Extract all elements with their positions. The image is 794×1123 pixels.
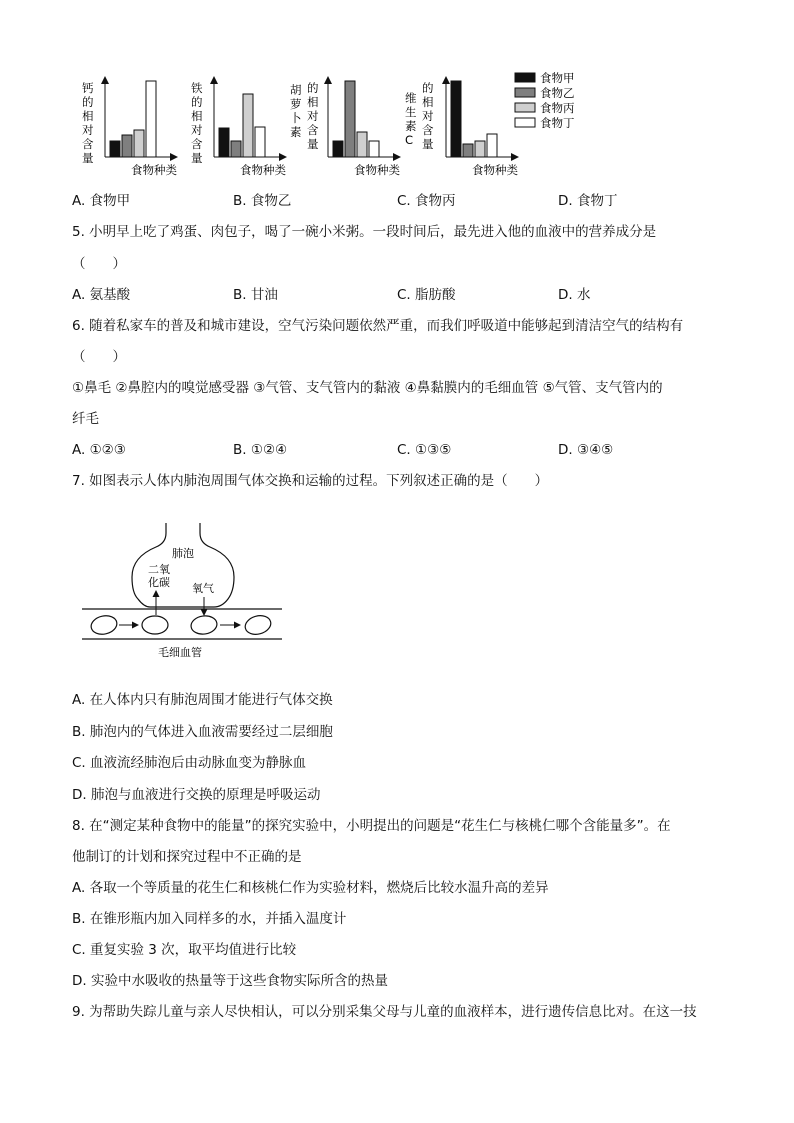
bar-食物甲 bbox=[333, 141, 343, 157]
legend-label: 食物丙 bbox=[540, 101, 575, 115]
legend-swatch bbox=[515, 103, 535, 112]
bar-食物甲 bbox=[451, 81, 461, 157]
y-axis-label-char: 的 bbox=[422, 81, 434, 95]
q4-option-c[interactable]: C. 食物丙 bbox=[397, 193, 456, 209]
y-axis-label-char: 素 bbox=[405, 119, 417, 133]
q5-stem: 5. 小明早上吃了鸡蛋、肉包子，喝了一碗小米粥。一段时间后，最先进入他的血液中的营养成分是 bbox=[72, 224, 657, 240]
q8-option-b[interactable]: B. 在锥形瓶内加入同样多的水，并插入温度计 bbox=[72, 911, 347, 927]
bar-食物丁 bbox=[255, 127, 265, 157]
legend-label: 食物乙 bbox=[540, 86, 575, 100]
label-co2-line1: 二氧 bbox=[148, 563, 170, 576]
nutrient-bar-charts bbox=[0, 0, 794, 185]
chart-legend bbox=[515, 71, 575, 130]
q5-option-c[interactable]: C. 脂肪酸 bbox=[397, 287, 456, 303]
bar-食物甲 bbox=[219, 128, 229, 157]
y-axis-label-char: 含 bbox=[422, 123, 434, 137]
legend-label: 食物丁 bbox=[540, 116, 575, 130]
legend-swatch bbox=[515, 73, 535, 82]
bar-chart-4 bbox=[405, 77, 518, 177]
red-blood-cell bbox=[142, 616, 168, 634]
y-axis-label-char: 量 bbox=[82, 151, 94, 165]
y-axis-label-char: 维 bbox=[405, 91, 417, 105]
q9-stem: 9. 为帮助失踪儿童与亲人尽快相认，可以分别采集父母与儿童的血液样本，进行遗传信息比对。在这一技 bbox=[72, 1004, 697, 1020]
y-axis-label-char: 卜 bbox=[290, 111, 302, 125]
legend-swatch bbox=[515, 88, 535, 97]
alveolus-gas-exchange-diagram bbox=[80, 515, 300, 665]
q6-answer-paren: （ ） bbox=[72, 349, 126, 365]
q7-option-d[interactable]: D. 肺泡与血液进行交换的原理是呼吸运动 bbox=[72, 787, 321, 803]
bar-食物甲 bbox=[110, 141, 120, 157]
y-axis-label-char: 相 bbox=[191, 109, 203, 123]
y-axis-label-char: 的 bbox=[191, 95, 203, 109]
y-axis-label-char: 铁 bbox=[191, 81, 203, 95]
bar-chart-2 bbox=[191, 77, 286, 177]
y-axis-label-char: 量 bbox=[191, 151, 203, 165]
y-axis-label-char: 萝 bbox=[290, 97, 302, 111]
y-axis-label-char: C bbox=[405, 133, 414, 147]
q8-option-c[interactable]: C. 重复实验 3 次，取平均值进行比较 bbox=[72, 942, 297, 958]
q7-option-c[interactable]: C. 血液流经肺泡后由动脉血变为静脉血 bbox=[72, 755, 307, 771]
bar-食物丙 bbox=[134, 130, 144, 157]
red-blood-cell bbox=[243, 613, 273, 637]
y-axis-label-char: 素 bbox=[290, 125, 302, 139]
q5-option-d[interactable]: D. 水 bbox=[558, 287, 591, 303]
q5-option-b[interactable]: B. 甘油 bbox=[233, 287, 278, 303]
bar-食物乙 bbox=[122, 135, 132, 157]
bar-食物丙 bbox=[475, 141, 485, 157]
q5-option-a[interactable]: A. 氨基酸 bbox=[72, 287, 131, 303]
x-axis-label: 食物种类 bbox=[472, 163, 518, 177]
q7-option-a[interactable]: A. 在人体内只有肺泡周围才能进行气体交换 bbox=[72, 692, 333, 708]
y-axis-label-char: 对 bbox=[82, 123, 94, 137]
q6-option-a[interactable]: A. ①②③ bbox=[72, 442, 126, 458]
y-axis-label-char: 的 bbox=[307, 81, 319, 95]
x-axis-label: 食物种类 bbox=[240, 163, 286, 177]
y-axis-label-char: 含 bbox=[191, 137, 203, 151]
bar-食物丙 bbox=[243, 94, 253, 157]
bar-食物丁 bbox=[369, 141, 379, 157]
q6-option-b[interactable]: B. ①②④ bbox=[233, 442, 288, 458]
bar-食物丙 bbox=[357, 132, 367, 157]
x-axis-label: 食物种类 bbox=[131, 163, 177, 177]
q8-stem-line1: 8. 在“测定某种食物中的能量”的探究实验中，小明提出的问题是“花生仁与核桃仁哪个含能量多”。在 bbox=[72, 818, 671, 834]
y-axis-label-char: 含 bbox=[82, 137, 94, 151]
y-axis-label-char: 含 bbox=[307, 123, 319, 137]
bar-食物乙 bbox=[463, 144, 473, 157]
legend-label: 食物甲 bbox=[540, 71, 575, 85]
y-axis-label-char: 对 bbox=[422, 109, 434, 123]
q6-items-line2: 纤毛 bbox=[72, 411, 99, 427]
q8-option-a[interactable]: A. 各取一个等质量的花生仁和核桃仁作为实验材料，燃烧后比较水温升高的差异 bbox=[72, 880, 549, 896]
y-axis-label-char: 相 bbox=[422, 95, 434, 109]
q8-option-d[interactable]: D. 实验中水吸收的热量等于这些食物实际所含的热量 bbox=[72, 973, 388, 989]
y-axis-label-char: 对 bbox=[307, 109, 319, 123]
q6-option-c[interactable]: C. ①③⑤ bbox=[397, 442, 452, 458]
y-axis-label-char: 量 bbox=[422, 137, 434, 151]
q6-items-line1: ①鼻毛 ②鼻腔内的嗅觉感受器 ③气管、支气管内的黏液 ④鼻黏膜内的毛细血管 ⑤气管、支气管内的 bbox=[72, 380, 663, 396]
q7-option-b[interactable]: B. 肺泡内的气体进入血液需要经过二层细胞 bbox=[72, 724, 333, 740]
y-axis-label-char: 生 bbox=[405, 105, 417, 119]
legend-swatch bbox=[515, 118, 535, 127]
q4-option-d[interactable]: D. 食物丁 bbox=[558, 193, 618, 209]
q4-option-a[interactable]: A. 食物甲 bbox=[72, 193, 131, 209]
bar-食物乙 bbox=[345, 81, 355, 157]
y-axis-label-char: 的 bbox=[82, 95, 94, 109]
y-axis-label-char: 对 bbox=[191, 123, 203, 137]
q8-stem-line2: 他制订的计划和探究过程中不正确的是 bbox=[72, 849, 302, 865]
y-axis-label-char: 胡 bbox=[290, 83, 302, 97]
bar-食物乙 bbox=[231, 141, 241, 157]
bar-chart-1 bbox=[82, 77, 177, 177]
y-axis-label-char: 相 bbox=[307, 95, 319, 109]
bar-食物丁 bbox=[487, 134, 497, 157]
red-blood-cell bbox=[89, 613, 118, 636]
label-oxygen: 氧气 bbox=[192, 582, 214, 595]
q5-answer-paren: （ ） bbox=[72, 256, 126, 272]
x-axis-label: 食物种类 bbox=[354, 163, 400, 177]
q6-stem: 6. 随着私家车的普及和城市建设，空气污染问题依然严重，而我们呼吸道中能够起到清洁空气的结构有 bbox=[72, 318, 684, 334]
bar-食物丁 bbox=[146, 81, 156, 157]
q7-stem: 7. 如图表示人体内肺泡周围气体交换和运输的过程。下列叙述正确的是（ ） bbox=[72, 473, 549, 489]
y-axis-label-char: 钙 bbox=[82, 81, 94, 95]
label-co2-line2: 化碳 bbox=[148, 576, 170, 589]
label-alveolus: 肺泡 bbox=[172, 547, 194, 560]
q4-option-b[interactable]: B. 食物乙 bbox=[233, 193, 292, 209]
bar-chart-3 bbox=[290, 77, 400, 177]
label-capillary: 毛细血管 bbox=[158, 646, 202, 659]
y-axis-label-char: 量 bbox=[307, 137, 319, 151]
q6-option-d[interactable]: D. ③④⑤ bbox=[558, 442, 614, 458]
y-axis-label-char: 相 bbox=[82, 109, 94, 123]
red-blood-cell bbox=[190, 614, 218, 635]
